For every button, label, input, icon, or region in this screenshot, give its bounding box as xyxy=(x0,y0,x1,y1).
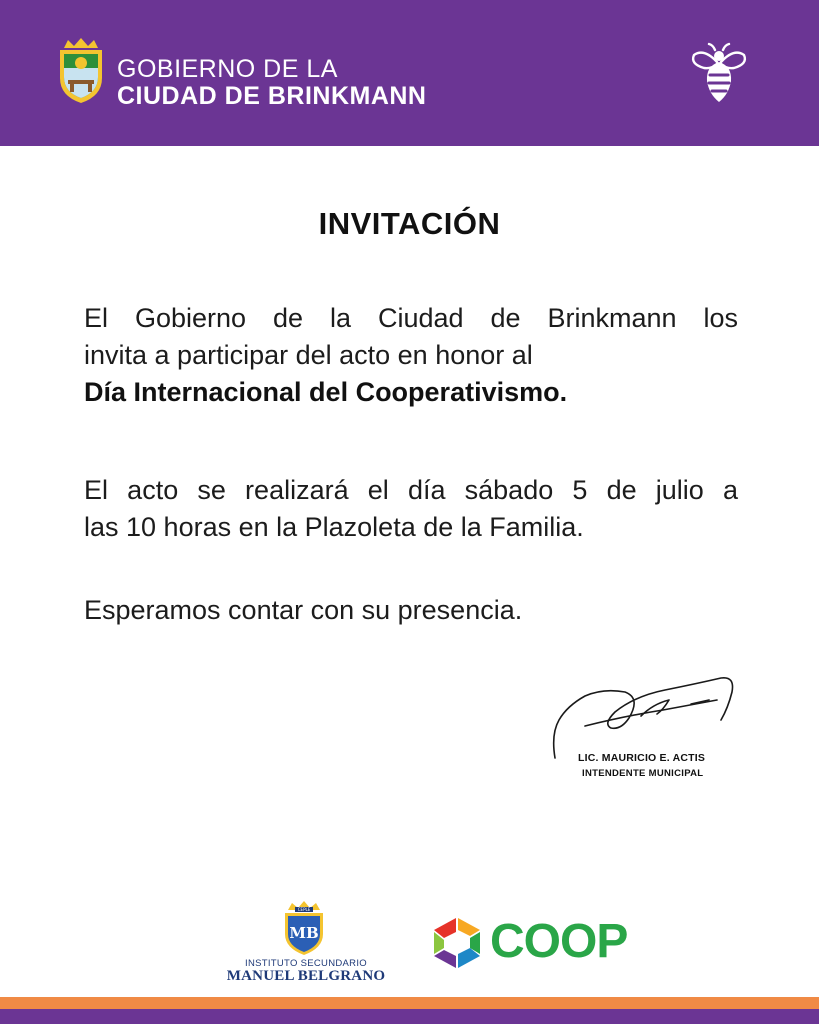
school-monogram: MB xyxy=(289,924,319,942)
event-details-paragraph xyxy=(84,472,738,546)
crest-text: CEPLE xyxy=(297,907,311,912)
bee-icon xyxy=(688,42,750,104)
invitation-paragraph xyxy=(84,300,738,411)
signatory-role: INTENDENTE MUNICIPAL xyxy=(582,768,704,779)
header-bar xyxy=(0,0,819,146)
closing-paragraph: Esperamos contar con su presencia. xyxy=(84,595,523,625)
event-name: Día Internacional del Cooperativismo. xyxy=(84,377,568,407)
school-name: MANUEL BELGRANO xyxy=(226,968,386,984)
footer-band-purple xyxy=(0,1009,819,1024)
document-title: INVITACIÓN xyxy=(318,206,501,241)
footer-band-orange xyxy=(0,997,819,1009)
handwritten-signature xyxy=(545,670,745,762)
school-crest-icon xyxy=(282,900,326,956)
signatory-name: LIC. MAURICIO E. ACTIS xyxy=(578,752,706,764)
brand-line-2: CIUDAD DE BRINKMANN xyxy=(117,82,427,110)
school-label: INSTITUTO SECUNDARIO xyxy=(245,958,367,969)
coop-wordmark: COOP xyxy=(490,915,628,968)
coat-of-arms-icon xyxy=(56,38,106,104)
brand-line-1: GOBIERNO DE LA xyxy=(117,55,338,83)
coop-logo-icon xyxy=(426,912,488,974)
paragraph-line: El acto se realizará el día sábado 5 de julio a xyxy=(84,475,738,505)
brand-wordmark xyxy=(117,56,427,110)
paragraph-line: invita a participar del acto en honor al xyxy=(84,340,533,370)
paragraph-line: las 10 horas en la Plazoleta de la Familia. xyxy=(84,512,584,542)
paragraph-line: El Gobierno de la Ciudad de Brinkmann los xyxy=(84,303,738,333)
